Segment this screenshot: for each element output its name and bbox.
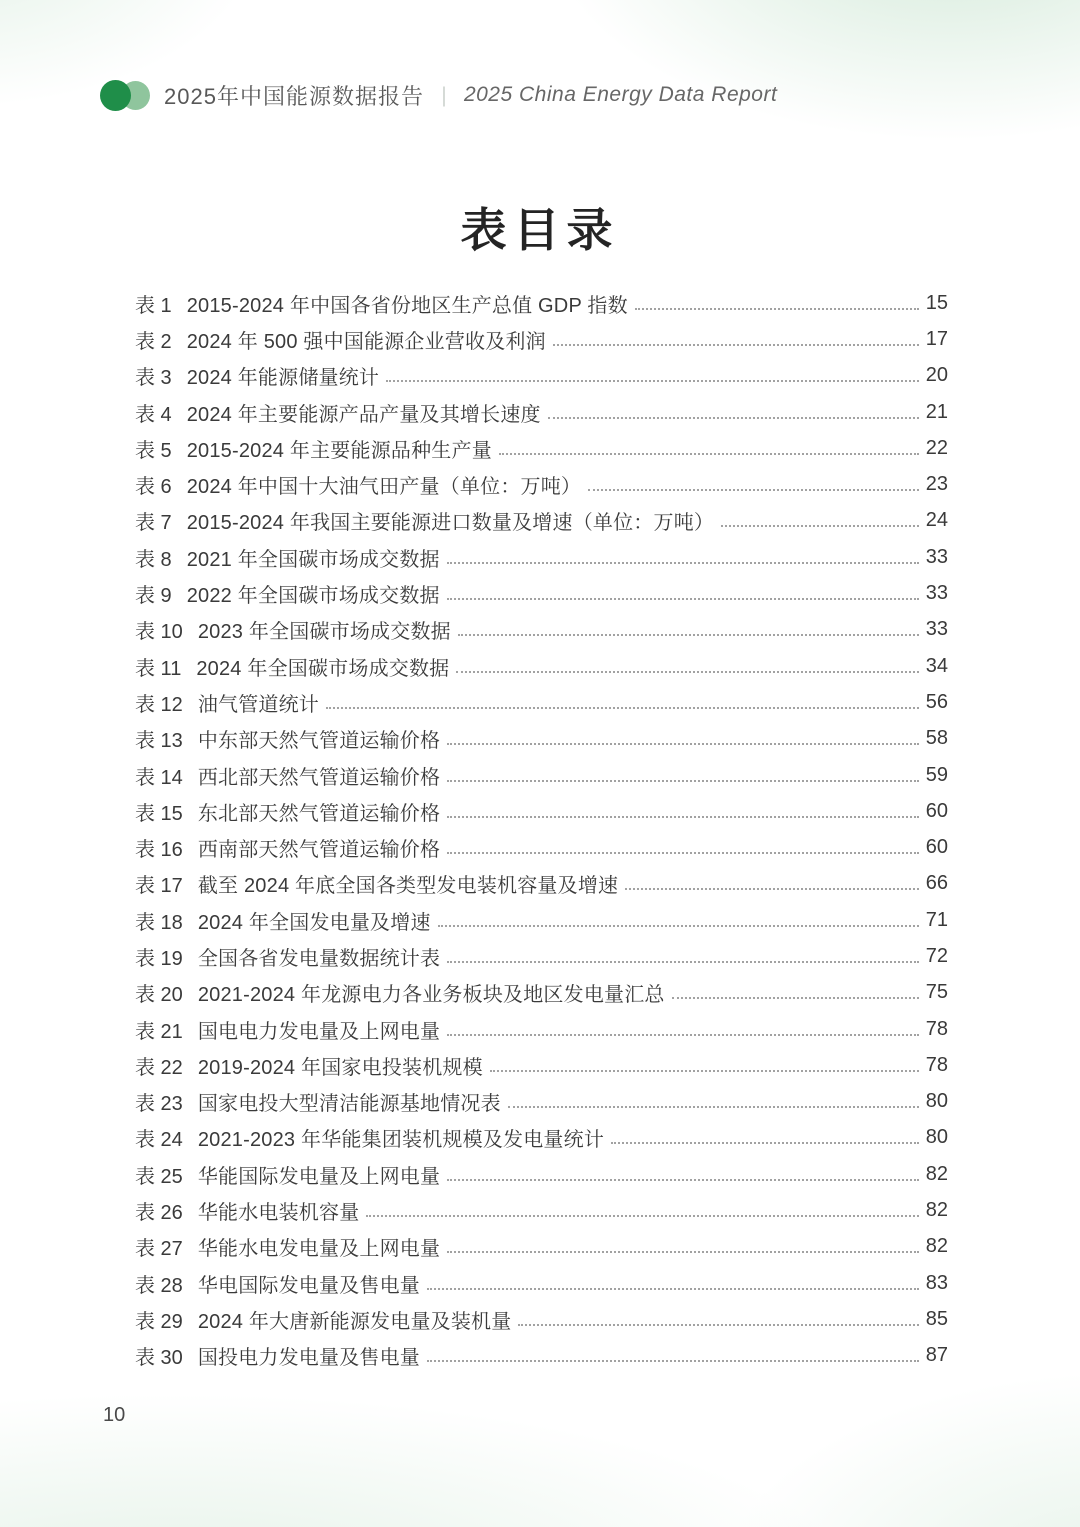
toc-entry-title: 油气管道统计 bbox=[197, 693, 320, 716]
toc-entry[interactable] bbox=[135, 1265, 948, 1301]
toc-entry-title: 国家电投大型清洁能源基地情况表 bbox=[197, 1093, 501, 1116]
toc-entry-page: 78 bbox=[925, 1053, 948, 1076]
toc-entry-label: 表 28 bbox=[135, 1274, 183, 1297]
toc-entry-label: 表 9 bbox=[135, 585, 172, 608]
toc-entry-page: 24 bbox=[925, 509, 948, 532]
toc-list bbox=[135, 285, 948, 1374]
toc-entry-label: 表 17 bbox=[135, 875, 183, 898]
toc-leader-dots bbox=[326, 696, 919, 709]
toc-entry-page: 60 bbox=[925, 799, 948, 822]
toc-entry-label: 表 5 bbox=[135, 439, 172, 462]
toc-entry[interactable] bbox=[135, 1338, 948, 1374]
toc-entry-label: 表 16 bbox=[135, 839, 183, 862]
toc-leader-dots bbox=[518, 1313, 919, 1326]
toc-entry-title: 2015-2024 年中国各省份地区生产总值 GDP 指数 bbox=[186, 294, 628, 317]
toc-entry-page: 60 bbox=[925, 836, 948, 859]
toc-leader-dots bbox=[625, 877, 919, 890]
toc-entry[interactable] bbox=[135, 648, 948, 684]
toc-entry-page: 21 bbox=[925, 400, 948, 423]
toc-leader-dots bbox=[553, 333, 919, 346]
toc-entry-title: 2021-2024 年龙源电力各业务板块及地区发电量汇总 bbox=[197, 984, 665, 1007]
toc-entry-title: 2024 年全国发电量及增速 bbox=[197, 911, 431, 934]
toc-leader-dots bbox=[447, 950, 919, 963]
toc-entry-page: 58 bbox=[925, 727, 948, 750]
toc-entry[interactable] bbox=[135, 358, 948, 394]
toc-entry-page: 78 bbox=[925, 1017, 948, 1040]
toc-leader-dots bbox=[499, 442, 919, 455]
toc-entry-title: 国投电力发电量及售电量 bbox=[197, 1347, 421, 1370]
toc-entry[interactable] bbox=[135, 394, 948, 430]
toc-leader-dots bbox=[427, 1349, 919, 1362]
toc-entry[interactable] bbox=[135, 902, 948, 938]
toc-entry-page: 80 bbox=[925, 1090, 948, 1113]
toc-entry-title: 国电电力发电量及上网电量 bbox=[197, 1020, 441, 1043]
toc-entry-label: 表 3 bbox=[135, 367, 172, 390]
toc-entry-title: 截至 2024 年底全国各类型发电装机容量及增速 bbox=[197, 875, 619, 898]
toc-leader-dots bbox=[456, 660, 919, 673]
toc-leader-dots bbox=[635, 297, 919, 310]
toc-entry-label: 表 30 bbox=[135, 1347, 183, 1370]
toc-entry[interactable] bbox=[135, 1301, 948, 1337]
toc-entry-page: 33 bbox=[925, 618, 948, 641]
toc-leader-dots bbox=[458, 623, 919, 636]
toc-entry-page: 75 bbox=[925, 981, 948, 1004]
toc-entry-title: 2024 年全国碳市场成交数据 bbox=[196, 657, 450, 680]
toc-entry-page: 85 bbox=[925, 1307, 948, 1330]
toc-entry-page: 56 bbox=[925, 690, 948, 713]
toc-leader-dots bbox=[490, 1059, 919, 1072]
toc-entry-label: 表 25 bbox=[135, 1165, 183, 1188]
toc-entry-title: 2024 年 500 强中国能源企业营收及利润 bbox=[186, 330, 546, 353]
toc-entry-title: 2022 年全国碳市场成交数据 bbox=[186, 585, 440, 608]
toc-entry-page: 80 bbox=[925, 1126, 948, 1149]
toc-entry-label: 表 8 bbox=[135, 548, 172, 571]
toc-leader-dots bbox=[447, 587, 919, 600]
toc-entry-label: 表 10 bbox=[135, 621, 183, 644]
toc-entry-title: 华能水电装机容量 bbox=[197, 1202, 360, 1225]
toc-entry[interactable] bbox=[135, 612, 948, 648]
toc-entry-page: 33 bbox=[925, 582, 948, 605]
toc-entry-label: 表 7 bbox=[135, 512, 172, 535]
toc-entry[interactable] bbox=[135, 721, 948, 757]
toc-entry-label: 表 21 bbox=[135, 1020, 183, 1043]
report-title-zh: 2025年中国能源数据报告 bbox=[164, 83, 424, 109]
toc-entry-page: 72 bbox=[925, 944, 948, 967]
toc-entry[interactable] bbox=[135, 1120, 948, 1156]
toc-leader-dots bbox=[366, 1204, 919, 1217]
toc-leader-dots bbox=[447, 805, 919, 818]
toc-leader-dots bbox=[447, 1240, 919, 1253]
toc-leader-dots bbox=[427, 1277, 919, 1290]
toc-entry-title: 华能水电发电量及上网电量 bbox=[197, 1238, 441, 1261]
toc-entry-title: 2019-2024 年国家电投装机规模 bbox=[197, 1056, 483, 1079]
toc-entry-page: 87 bbox=[925, 1344, 948, 1367]
toc-leader-dots bbox=[508, 1095, 919, 1108]
footer-page-number: 10 bbox=[103, 1404, 126, 1426]
toc-leader-dots bbox=[447, 551, 919, 564]
toc-entry-label: 表 11 bbox=[135, 657, 182, 680]
toc-entry-title: 2024 年中国十大油气田产量（单位：万吨） bbox=[186, 476, 582, 499]
toc-entry[interactable] bbox=[135, 575, 948, 611]
toc-entry-label: 表 26 bbox=[135, 1202, 183, 1225]
toc-entry-page: 66 bbox=[925, 872, 948, 895]
toc-leader-dots bbox=[447, 1168, 919, 1181]
toc-entry[interactable] bbox=[135, 285, 948, 321]
toc-entry-label: 表 23 bbox=[135, 1093, 183, 1116]
toc-entry-label: 表 4 bbox=[135, 403, 172, 426]
toc-entry[interactable] bbox=[135, 1156, 948, 1192]
toc-entry[interactable] bbox=[135, 1011, 948, 1047]
header-separator: ｜ bbox=[433, 86, 454, 109]
toc-entry[interactable] bbox=[135, 866, 948, 902]
toc-entry-title: 华电国际发电量及售电量 bbox=[197, 1274, 421, 1297]
toc-entry-page: 20 bbox=[925, 364, 948, 387]
toc-entry-title: 2024 年能源储量统计 bbox=[186, 367, 380, 390]
toc-leader-dots bbox=[447, 732, 919, 745]
toc-leader-dots bbox=[721, 514, 919, 527]
toc-entry-label: 表 19 bbox=[135, 947, 183, 970]
toc-entry-page: 15 bbox=[925, 291, 948, 314]
page-title: 表目录 bbox=[460, 204, 620, 256]
toc-entry-title: 西南部天然气管道运输价格 bbox=[197, 839, 441, 862]
toc-entry-label: 表 2 bbox=[135, 330, 172, 353]
toc-entry-page: 22 bbox=[925, 436, 948, 459]
toc-entry[interactable] bbox=[135, 793, 948, 829]
toc-leader-dots bbox=[672, 986, 919, 999]
toc-entry-title: 2021 年全国碳市场成交数据 bbox=[186, 548, 440, 571]
toc-leader-dots bbox=[438, 914, 919, 927]
toc-leader-dots bbox=[447, 1023, 919, 1036]
toc-entry-label: 表 6 bbox=[135, 476, 172, 499]
toc-entry-title: 全国各省发电量数据统计表 bbox=[197, 947, 441, 970]
toc-entry[interactable] bbox=[135, 829, 948, 865]
toc-entry-page: 17 bbox=[925, 327, 948, 350]
toc-entry-title: 西北部天然气管道运输价格 bbox=[197, 766, 441, 789]
page-header bbox=[100, 78, 777, 112]
toc-entry[interactable] bbox=[135, 1047, 948, 1083]
toc-entry-title: 中东部天然气管道运输价格 bbox=[197, 730, 441, 753]
toc-entry-label: 表 20 bbox=[135, 984, 183, 1007]
toc-entry-title: 华能国际发电量及上网电量 bbox=[197, 1165, 441, 1188]
toc-entry-page: 71 bbox=[925, 908, 948, 931]
toc-entry-title: 东北部天然气管道运输价格 bbox=[197, 802, 441, 825]
toc-entry[interactable] bbox=[135, 430, 948, 466]
toc-entry-label: 表 18 bbox=[135, 911, 183, 934]
toc-entry-label: 表 29 bbox=[135, 1310, 183, 1333]
toc-entry[interactable] bbox=[135, 757, 948, 793]
report-title-en: 2025 China Energy Data Report bbox=[463, 83, 778, 106]
toc-entry-page: 83 bbox=[925, 1271, 948, 1294]
toc-entry[interactable] bbox=[135, 503, 948, 539]
toc-entry-title: 2024 年大唐新能源发电量及装机量 bbox=[197, 1310, 512, 1333]
toc-entry-title: 2021-2023 年华能集团装机规模及发电量统计 bbox=[197, 1129, 605, 1152]
toc-entry-label: 表 13 bbox=[135, 730, 183, 753]
toc-entry-title: 2015-2024 年主要能源品种生产量 bbox=[186, 439, 492, 462]
toc-leader-dots bbox=[548, 406, 919, 419]
toc-entry[interactable] bbox=[135, 466, 948, 502]
toc-entry-page: 33 bbox=[925, 545, 948, 568]
brand-logo-icon bbox=[100, 79, 152, 111]
toc-entry[interactable] bbox=[135, 938, 948, 974]
toc-entry-page: 59 bbox=[925, 763, 948, 786]
toc-entry[interactable] bbox=[135, 1084, 948, 1120]
toc-entry-page: 82 bbox=[925, 1199, 948, 1222]
toc-entry-title: 2015-2024 年我国主要能源进口数量及增速（单位：万吨） bbox=[186, 512, 715, 535]
toc-leader-dots bbox=[611, 1131, 919, 1144]
toc-entry-label: 表 22 bbox=[135, 1056, 183, 1079]
toc-entry-label: 表 24 bbox=[135, 1129, 183, 1152]
toc-entry-label: 表 1 bbox=[135, 294, 172, 317]
toc-entry-label: 表 27 bbox=[135, 1238, 183, 1261]
toc-leader-dots bbox=[447, 769, 919, 782]
toc-entry[interactable] bbox=[135, 321, 948, 357]
toc-entry-title: 2023 年全国碳市场成交数据 bbox=[197, 621, 451, 644]
toc-entry-page: 82 bbox=[925, 1235, 948, 1258]
toc-leader-dots bbox=[386, 369, 919, 382]
toc-entry-label: 表 14 bbox=[135, 766, 183, 789]
toc-entry-page: 82 bbox=[925, 1162, 948, 1185]
toc-entry[interactable] bbox=[135, 1192, 948, 1228]
toc-entry-label: 表 15 bbox=[135, 802, 183, 825]
toc-entry-page: 34 bbox=[925, 654, 948, 677]
toc-entry-label: 表 12 bbox=[135, 693, 183, 716]
toc-entry-title: 2024 年主要能源产品产量及其增长速度 bbox=[186, 403, 541, 426]
toc-entry[interactable] bbox=[135, 684, 948, 720]
toc-leader-dots bbox=[588, 478, 919, 491]
toc-entry[interactable] bbox=[135, 975, 948, 1011]
toc-entry[interactable] bbox=[135, 1229, 948, 1265]
toc-entry[interactable] bbox=[135, 539, 948, 575]
toc-entry-page: 23 bbox=[925, 473, 948, 496]
logo-circle-dark-icon bbox=[100, 80, 131, 111]
toc-leader-dots bbox=[447, 841, 919, 854]
